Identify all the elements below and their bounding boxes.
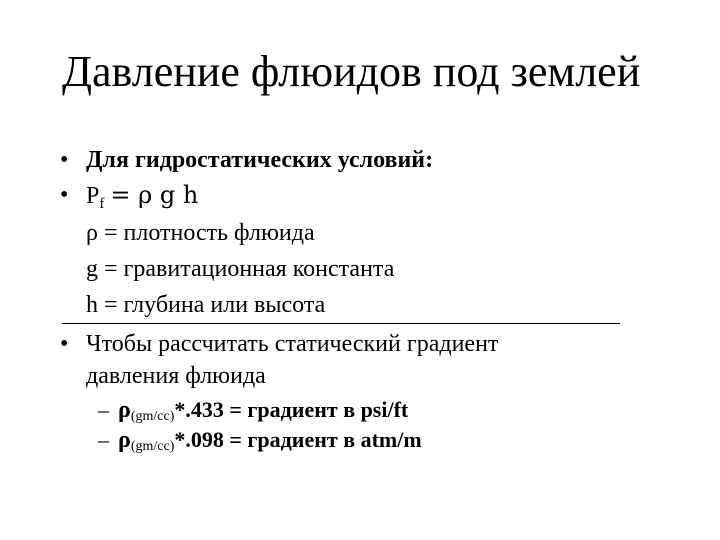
horizontal-rule <box>62 323 620 324</box>
bullet-marker-1: • <box>60 147 69 173</box>
subitem-rest-1: *.433 = градиент в psi/ft <box>174 397 409 422</box>
bullet-hydrostatic-conditions: Для гидростатических условий: <box>86 147 434 173</box>
bullet-gradient-line2: давления флюида <box>86 363 266 389</box>
definition-rho: ρ = плотность флюида <box>86 220 315 246</box>
subitem-units-2: (gm/cc) <box>130 439 175 454</box>
bullet-marker-3: • <box>60 331 69 357</box>
formula-p: P <box>86 183 100 209</box>
subitem-rest-2: *.098 = градиент в atm/m <box>174 427 422 452</box>
definition-h: h = глубина или высота <box>86 292 326 318</box>
slide-title: Давление флюидов под землей <box>62 47 641 96</box>
dash-marker-2: – <box>98 427 109 452</box>
subitem-rho-2: ρ <box>118 427 131 453</box>
formula-pressure <box>86 180 198 219</box>
formula-rest: = ρ g h <box>110 181 199 209</box>
bullet-marker-2: • <box>60 182 69 208</box>
definition-g: g = гравитационная константа <box>86 256 395 282</box>
subitem-atm-m <box>118 426 422 461</box>
dash-marker-1: – <box>98 397 109 422</box>
subitem-units-1: (gm/cc) <box>130 409 175 424</box>
formula-p-subscript: f <box>99 196 105 212</box>
bullet-gradient-line1: Чтобы рассчитать статический градиент <box>86 331 499 357</box>
subitem-rho-1: ρ <box>118 397 131 423</box>
